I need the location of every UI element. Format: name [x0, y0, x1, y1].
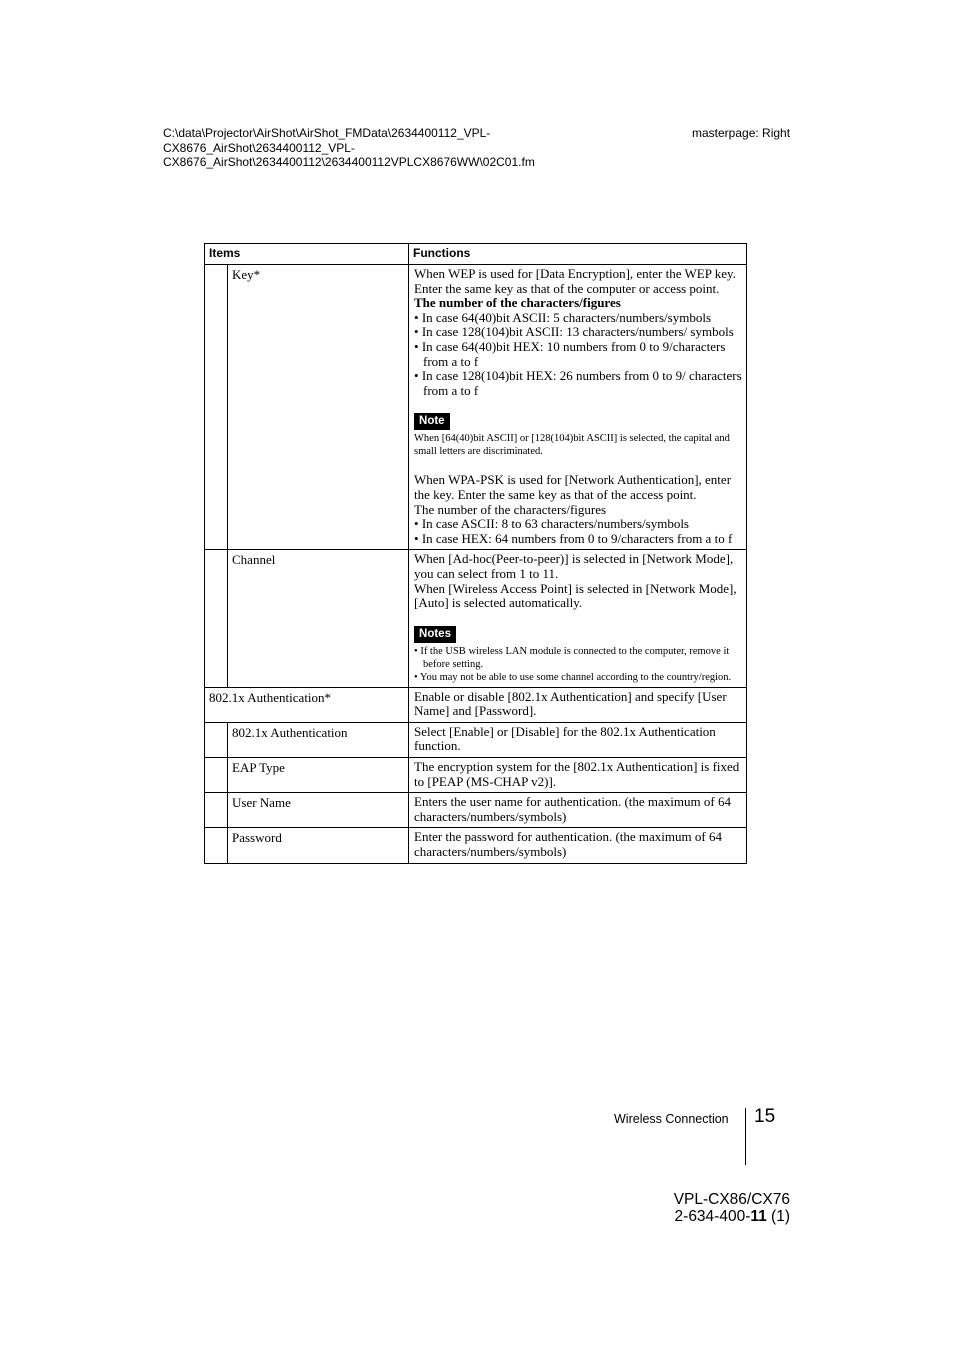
note-text: When [64(40)bit ASCII] or [128(104)bit ASCII] is selected, the capital and small letters are discriminated. — [414, 433, 730, 458]
list-item: • In case 128(104)bit ASCII: 13 characters/numbers/ symbols — [414, 324, 734, 340]
table-row — [205, 722, 747, 757]
table-row-channel — [205, 550, 747, 687]
model-name: VPL-CX86/CX76 — [673, 1191, 790, 1208]
note-label: Note — [414, 413, 450, 430]
file-path-line: CX8676_AirShot\2634400112_VPL- — [163, 140, 355, 155]
item-cell: User Name — [228, 793, 409, 828]
file-path-header — [163, 126, 583, 170]
item-cell: EAP Type — [228, 758, 409, 793]
item-cell: Password — [228, 828, 409, 863]
function-cell: Enters the user name for authentication. (the maximum of 64 characters/numbers/symbols) — [409, 793, 747, 828]
code-suffix: (1) — [766, 1208, 790, 1225]
text-line: When WPA-PSK is used for [Network Authentication], enter the key. Enter the same key as that of the access point. — [414, 472, 732, 502]
indent-cell — [205, 758, 228, 793]
note-item: • You may not be able to use some channel according to the country/region. — [414, 671, 732, 683]
item-cell: 802.1x Authentication* — [205, 687, 409, 722]
text-line: Enter the same key as that of the computer or access point. — [414, 280, 720, 296]
text-line: When WEP is used for [Data Encryption], enter the WEP key. — [414, 266, 736, 281]
indent-cell — [205, 265, 228, 550]
settings-table — [204, 243, 747, 864]
bold-heading: The number of the characters/figures — [414, 295, 621, 311]
file-path-line: C:\data\Projector\AirShot\AirShot_FMData\2634400112_VPL- — [163, 126, 491, 140]
function-cell: Enable or disable [802.1x Authentication] and specify [User Name] and [Password]. — [409, 687, 747, 722]
indent-cell — [205, 722, 228, 757]
list-item: • In case 128(104)bit HEX: 26 numbers from 0 to 9/ characters from a to f — [414, 368, 742, 398]
list-item: • In case 64(40)bit HEX: 10 numbers from 0 to 9/characters from a to f — [414, 338, 726, 369]
file-path-line: CX8676_AirShot\2634400112\2634400112VPLCX8676WW\02C01.fm — [163, 155, 535, 169]
function-cell: The encryption system for the [802.1x Authentication] is fixed to [PEAP (MS-CHAP v2)]. — [409, 758, 747, 793]
document-code — [640, 1208, 790, 1225]
column-header-items: Items — [205, 244, 409, 265]
function-cell — [409, 550, 747, 687]
model-info — [640, 1191, 790, 1225]
list-item: • In case HEX: 64 numbers from 0 to 9/characters from a to f — [414, 530, 733, 546]
column-header-functions: Functions — [409, 244, 747, 265]
item-cell: 802.1x Authentication — [228, 722, 409, 757]
text-line: The number of the characters/figures — [414, 501, 607, 517]
list-item: • In case 64(40)bit ASCII: 5 characters/numbers/symbols — [414, 309, 712, 325]
text-line: When [Wireless Access Point] is selected in [Network Mode], [Auto] is selected automatically. — [414, 580, 737, 611]
table-row-auth — [205, 687, 747, 722]
notes-label: Notes — [414, 626, 456, 643]
list-item: • In case ASCII: 8 to 63 characters/numbers/symbols — [414, 516, 689, 532]
page-number: 15 — [754, 1106, 776, 1127]
table-row — [205, 828, 747, 863]
masterpage-label: masterpage: Right — [692, 126, 791, 140]
section-title: Wireless Connection — [614, 1112, 729, 1126]
item-cell: Key* — [228, 265, 409, 550]
item-cell: Channel — [228, 550, 409, 687]
indent-cell — [205, 793, 228, 828]
function-cell — [409, 265, 747, 550]
table-row-key — [205, 265, 747, 550]
table-row — [205, 758, 747, 793]
table-header-row — [205, 244, 747, 265]
code-bold: 11 — [750, 1208, 767, 1225]
function-cell: Select [Enable] or [Disable] for the 802.1x Authentication function. — [409, 722, 747, 757]
note-item: • If the USB wireless LAN module is connected to the computer, remove it before setting. — [414, 645, 730, 670]
indent-cell — [205, 828, 228, 863]
code-prefix: 2-634-400- — [674, 1208, 751, 1225]
footer-divider — [745, 1108, 746, 1165]
text-line: When [Ad-hoc(Peer-to-peer)] is selected in [Network Mode], you can select from 1 to 11. — [414, 551, 734, 581]
indent-cell — [205, 550, 228, 687]
table-row — [205, 793, 747, 828]
function-cell: Enter the password for authentication. (the maximum of 64 characters/numbers/symbols) — [409, 828, 747, 863]
